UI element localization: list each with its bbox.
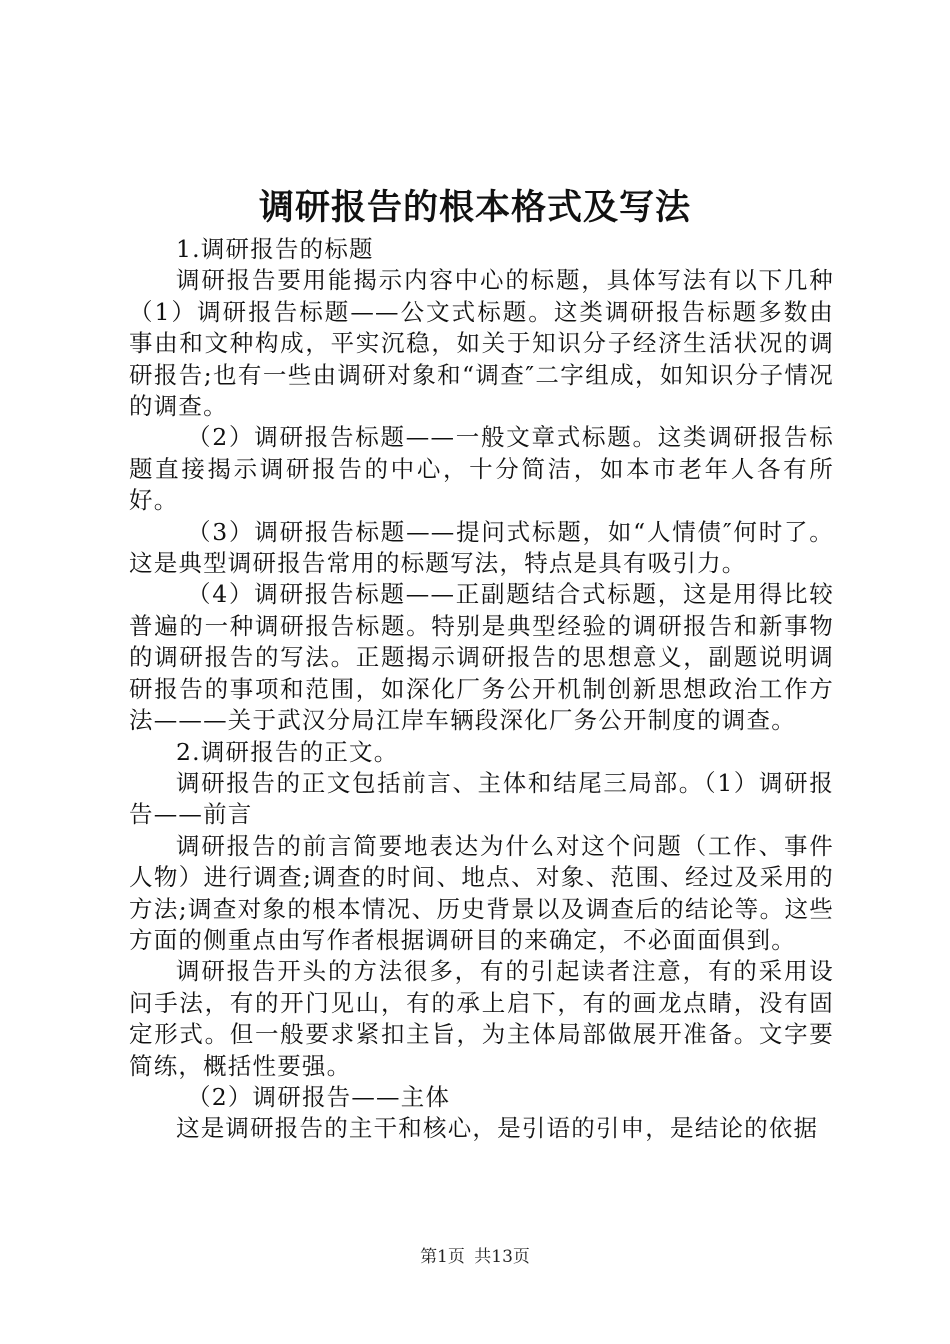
paragraph: 2.调研报告的正文。 xyxy=(176,737,399,766)
page-number: 第1页 xyxy=(420,1247,465,1267)
paragraph: 这是调研报告的主干和核心，是引语的引申，是结论的依据 xyxy=(176,1114,819,1143)
document-title: 调研报告的根本格式及写法 xyxy=(258,187,691,228)
paragraph: （2）调研报告标题——一般文章式标题。这类调研报告标题直接揭示调研报告的中心，十分简洁，如本市老年人各有所好。 xyxy=(129,423,834,515)
paragraph: 调研报告要用能揭示内容中心的标题，具体写法有以下几种（1）调研报告标题——公文式标题。这类调研报告标题多数由事由和文种构成，平实沉稳，如关于知识分子经济生活状况的调研报告;也有一些由调研对象和“调查″二字组成，如知识分子情况的调查。 xyxy=(129,266,834,421)
page-footer xyxy=(0,1242,950,1267)
paragraph: 调研报告开头的方法很多，有的引起读者注意，有的采用设问手法，有的开门见山，有的承上启下，有的画龙点睛，没有固定形式。但一般要求紧扣主旨，为主体局部做展开准备。文字要简练，概括性要强。 xyxy=(129,957,834,1080)
paragraph: （3）调研报告标题——提问式标题，如“人情债″何时了。这是典型调研报告常用的标题写法，特点是具有吸引力。 xyxy=(129,517,834,578)
paragraph: （2）调研报告——主体 xyxy=(187,1082,451,1111)
paragraph: 1.调研报告的标题 xyxy=(176,235,374,263)
document-body xyxy=(129,234,834,1145)
page-total: 共13页 xyxy=(474,1247,530,1267)
paragraph: 调研报告的前言简要地表达为什么对这个问题（工作、事件人物）进行调查;调查的时间、地点、对象、范围、经过及采用的方法;调查对象的根本情况、历史背景以及调查后的结论等。这些方面的侧重点由写作者根据调研目的来确定，不必面面俱到。 xyxy=(129,831,834,954)
paragraph: 调研报告的正文包括前言、主体和结尾三局部。（1）调研报告——前言 xyxy=(129,768,834,829)
paragraph: （4）调研报告标题——正副题结合式标题，这是用得比较普遍的一种调研报告标题。特别是典型经验的调研报告和新事物的调研报告的写法。正题揭示调研报告的思想意义，副题说明调研报告的事项和范围，如深化厂务公开机制创新思想政治工作方法———关于武汉分局江岸车辆段深化厂务公开制度的调查。 xyxy=(129,580,834,735)
